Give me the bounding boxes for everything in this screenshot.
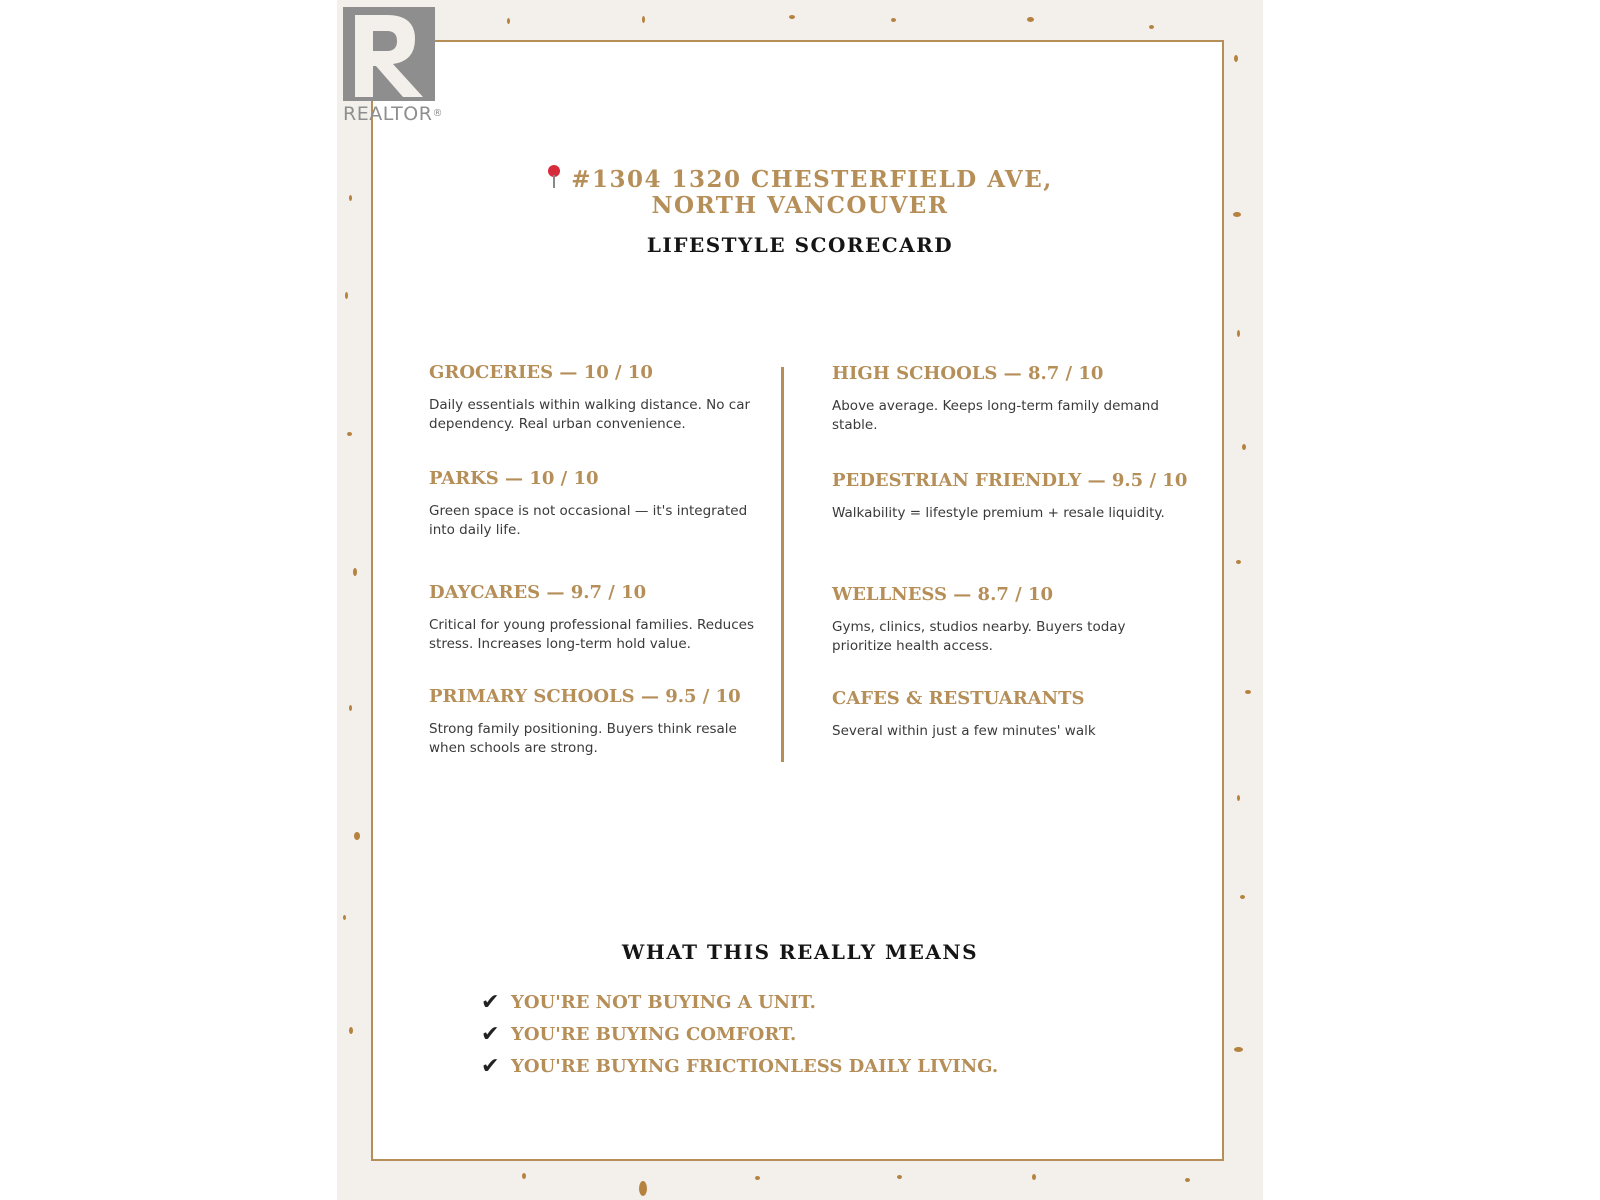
decorative-speck — [1236, 560, 1241, 564]
decorative-speck — [353, 568, 357, 576]
realtor-logo — [343, 7, 443, 125]
score-title: PEDESTRIAN FRIENDLY — 9.5 / 10 — [832, 470, 1188, 491]
page-subtitle: LIFESTYLE SCORECARD — [646, 233, 954, 257]
realtor-wordmark: REALTOR® — [343, 103, 443, 125]
realtor-r-icon — [343, 7, 435, 101]
score-item-high-schools — [832, 363, 1182, 435]
meaning-point: ✔ YOU'RE BUYING COMFORT. — [481, 1022, 797, 1047]
decorative-speck — [1149, 25, 1154, 29]
score-item-parks — [429, 468, 769, 540]
location-pin-icon — [547, 165, 561, 189]
decorative-speck — [755, 1176, 760, 1180]
decorative-speck — [1032, 1174, 1036, 1180]
decorative-speck — [1234, 55, 1238, 62]
decorative-speck — [897, 1175, 902, 1179]
decorative-speck — [343, 915, 346, 920]
check-icon: ✔ — [481, 990, 500, 1015]
check-icon: ✔ — [481, 1054, 500, 1079]
decorative-speck — [891, 18, 896, 22]
decorative-speck — [349, 705, 352, 711]
score-description: Walkability = lifestyle premium + resale liquidity. — [832, 505, 1165, 521]
column-divider — [781, 367, 784, 762]
score-title: CAFES & RESTUARANTS — [832, 688, 1085, 709]
score-title: WELLNESS — 8.7 / 10 — [832, 584, 1054, 605]
score-description: Several within just a few minutes' walk — [832, 723, 1096, 739]
decorative-speck — [1234, 1047, 1243, 1052]
meaning-title: WHAT THIS REALLY MEANS — [621, 940, 979, 964]
decorative-speck — [1245, 690, 1251, 694]
decorative-speck — [1185, 1178, 1190, 1182]
score-item-daycares — [429, 582, 769, 654]
score-description: Daily essentials within walking distance. No car dependency. Real urban convenience. — [429, 397, 751, 432]
score-item-pedestrian-friendly — [832, 470, 1188, 523]
score-title: DAYCARES — 9.7 / 10 — [429, 582, 647, 603]
decorative-speck — [507, 18, 510, 24]
decorative-speck — [354, 832, 360, 840]
score-title: PRIMARY SCHOOLS — 9.5 / 10 — [429, 686, 741, 707]
decorative-speck — [347, 432, 352, 436]
score-item-wellness — [832, 584, 1182, 656]
meaning-point: ✔ YOU'RE BUYING FRICTIONLESS DAILY LIVING. — [481, 1054, 999, 1079]
score-description: Critical for young professional families. Reduces stress. Increases long-term hold value. — [429, 617, 754, 652]
meaning-point: ✔ YOU'RE NOT BUYING A UNIT. — [481, 990, 816, 1015]
decorative-speck — [1240, 895, 1245, 899]
address-line-1: #1304 1320 CHESTERFIELD AVE, — [571, 166, 1053, 193]
score-title: GROCERIES — 10 / 10 — [429, 362, 653, 383]
score-description: Gyms, clinics, studios nearby. Buyers today prioritize health access. — [832, 619, 1126, 654]
decorative-speck — [1237, 795, 1240, 801]
decorative-speck — [789, 15, 795, 19]
score-description: Green space is not occasional — it's integrated into daily life. — [429, 503, 748, 538]
score-description: Strong family positioning. Buyers think resale when schools are strong. — [429, 721, 737, 756]
score-item-primary-schools — [429, 686, 769, 758]
decorative-speck — [1237, 330, 1240, 337]
decorative-speck — [349, 1027, 353, 1034]
score-title: PARKS — 10 / 10 — [429, 468, 599, 489]
decorative-speck — [345, 292, 348, 299]
decorative-speck — [522, 1173, 526, 1179]
score-item-groceries — [429, 362, 769, 434]
decorative-speck — [642, 16, 645, 23]
address-line-2: NORTH VANCOUVER — [651, 192, 949, 219]
property-address — [0, 165, 1600, 219]
score-title: HIGH SCHOOLS — 8.7 / 10 — [832, 363, 1104, 384]
score-description: Above average. Keeps long-term family demand stable. — [832, 398, 1159, 433]
decorative-speck — [1027, 17, 1034, 22]
score-item-cafes-restaurants — [832, 688, 1182, 741]
check-icon: ✔ — [481, 1022, 500, 1047]
decorative-speck — [639, 1181, 647, 1196]
decorative-speck — [1242, 444, 1246, 450]
